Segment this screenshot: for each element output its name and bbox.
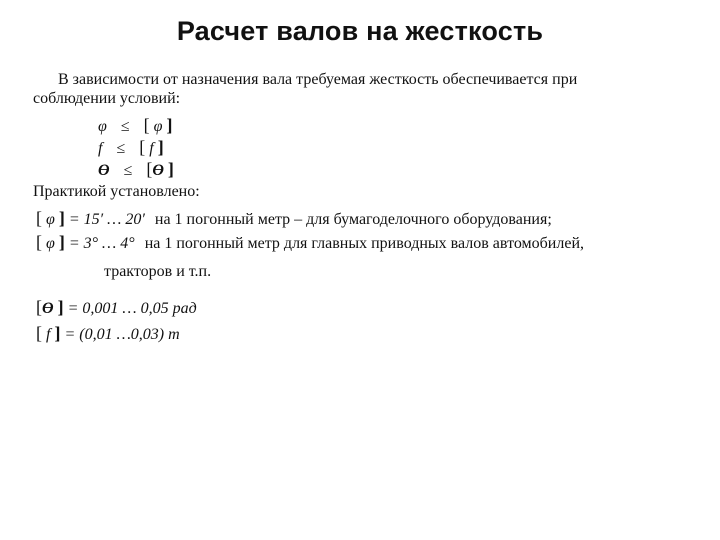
- bracket-open: [: [36, 208, 42, 228]
- condition-theta: [98, 159, 174, 181]
- fact-equals: =: [68, 235, 84, 252]
- bracket-close: ]: [57, 297, 64, 317]
- fact-symbol: φ: [46, 235, 55, 252]
- fact-equals: =: [64, 326, 76, 343]
- condition-operator: ≤: [123, 162, 133, 179]
- intro-line-1: В зависимости от назначения вала требуемая жесткость обеспечивается при: [58, 71, 578, 88]
- fact-phi-paper: [36, 208, 552, 230]
- fact-value: 15′ … 20′: [83, 211, 145, 228]
- fact-description: на 1 погонный метр – для бумагоделочного оборудования;: [154, 211, 552, 228]
- fact-theta: [36, 297, 197, 319]
- bracket-open: [: [36, 323, 42, 343]
- intro-line-2: соблюдении условий:: [33, 90, 181, 107]
- fact-value: (0,01 …0,03) m: [79, 326, 180, 343]
- fact-description: на 1 погонный метр для главных приводных валов автомобилей,: [144, 235, 585, 252]
- bracket-open: [: [139, 137, 146, 157]
- condition-operator: ≤: [120, 118, 130, 135]
- condition-symbol: φ: [98, 118, 107, 135]
- fact-symbol: f: [46, 326, 51, 343]
- condition-operator: ≤: [116, 140, 126, 157]
- condition-symbol: Ө: [98, 162, 110, 179]
- bracket-open: [: [36, 297, 42, 317]
- bracket-symbol: Ө: [152, 162, 164, 179]
- bracket-open: [: [143, 115, 150, 135]
- fact-value: 0,001 … 0,05 рад: [82, 300, 197, 317]
- condition-f: [98, 137, 164, 159]
- bracket-open: [: [146, 159, 153, 179]
- fact-equals: =: [67, 300, 79, 317]
- bracket-close: ]: [54, 323, 61, 343]
- fact-continuation: тракторов и т.п.: [104, 263, 212, 280]
- bracket-symbol: φ: [153, 118, 163, 135]
- fact-symbol: φ: [46, 211, 55, 228]
- slide-title: Расчет валов на жесткость: [176, 16, 544, 46]
- condition-symbol: f: [98, 140, 103, 157]
- condition-phi: [98, 115, 173, 137]
- fact-equals: =: [68, 211, 84, 228]
- bracket-close: ]: [58, 232, 65, 252]
- fact-f: [36, 323, 180, 345]
- bracket-close: ]: [58, 208, 65, 228]
- fact-phi-auto: [36, 232, 584, 254]
- practice-heading: Практикой установлено:: [33, 183, 200, 200]
- bracket-close: ]: [157, 137, 164, 157]
- bracket-symbol: f: [149, 140, 154, 157]
- fact-symbol: Ө: [42, 300, 54, 317]
- bracket-open: [: [36, 232, 42, 252]
- bracket-close: ]: [166, 115, 173, 135]
- bracket-close: ]: [167, 159, 174, 179]
- fact-value: 3° … 4°: [83, 235, 135, 252]
